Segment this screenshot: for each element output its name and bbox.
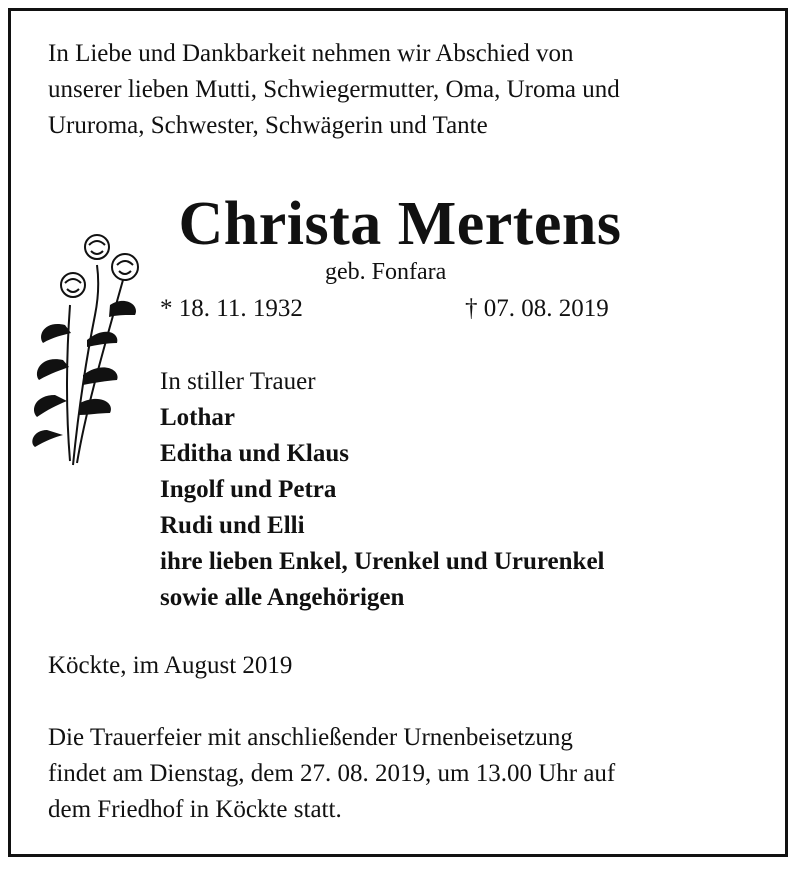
birth-date: * 18. 11. 1932: [160, 295, 303, 322]
birth-name: geb. Fonfara: [325, 259, 447, 285]
mourner-name: sowie alle Angehörigen: [160, 584, 405, 611]
intro-line: In Liebe und Dankbarkeit nehmen wir Abschied von: [48, 40, 574, 67]
intro-line: unserer lieben Mutti, Schwiegermutter, Oma, Uroma und: [48, 76, 620, 103]
ceremony-line: dem Friedhof in Köckte statt.: [48, 796, 342, 823]
ceremony-line: findet am Dienstag, dem 27. 08. 2019, um 13.00 Uhr auf: [48, 760, 616, 787]
mourner-name: Rudi und Elli: [160, 512, 305, 539]
ceremony-text: [48, 720, 753, 828]
intro-line: Ururoma, Schwester, Schwägerin und Tante: [48, 112, 488, 139]
mourners-list: [160, 364, 605, 616]
death-date: † 07. 08. 2019: [465, 295, 609, 322]
intro-text: [48, 36, 753, 144]
ceremony-line: Die Trauerfeier mit anschließender Urnenbeisetzung: [48, 724, 573, 751]
mourner-name: Ingolf und Petra: [160, 476, 337, 503]
place-date: Köckte, im August 2019: [48, 652, 293, 679]
deceased-name: Christa Mertens: [178, 190, 622, 258]
rose-icon: [25, 225, 155, 470]
mourner-name: ihre lieben Enkel, Urenkel und Ururenkel: [160, 548, 605, 575]
mourner-name: Lothar: [160, 404, 235, 431]
mourners-heading: In stiller Trauer: [160, 368, 316, 395]
mourner-name: Editha und Klaus: [160, 440, 349, 467]
